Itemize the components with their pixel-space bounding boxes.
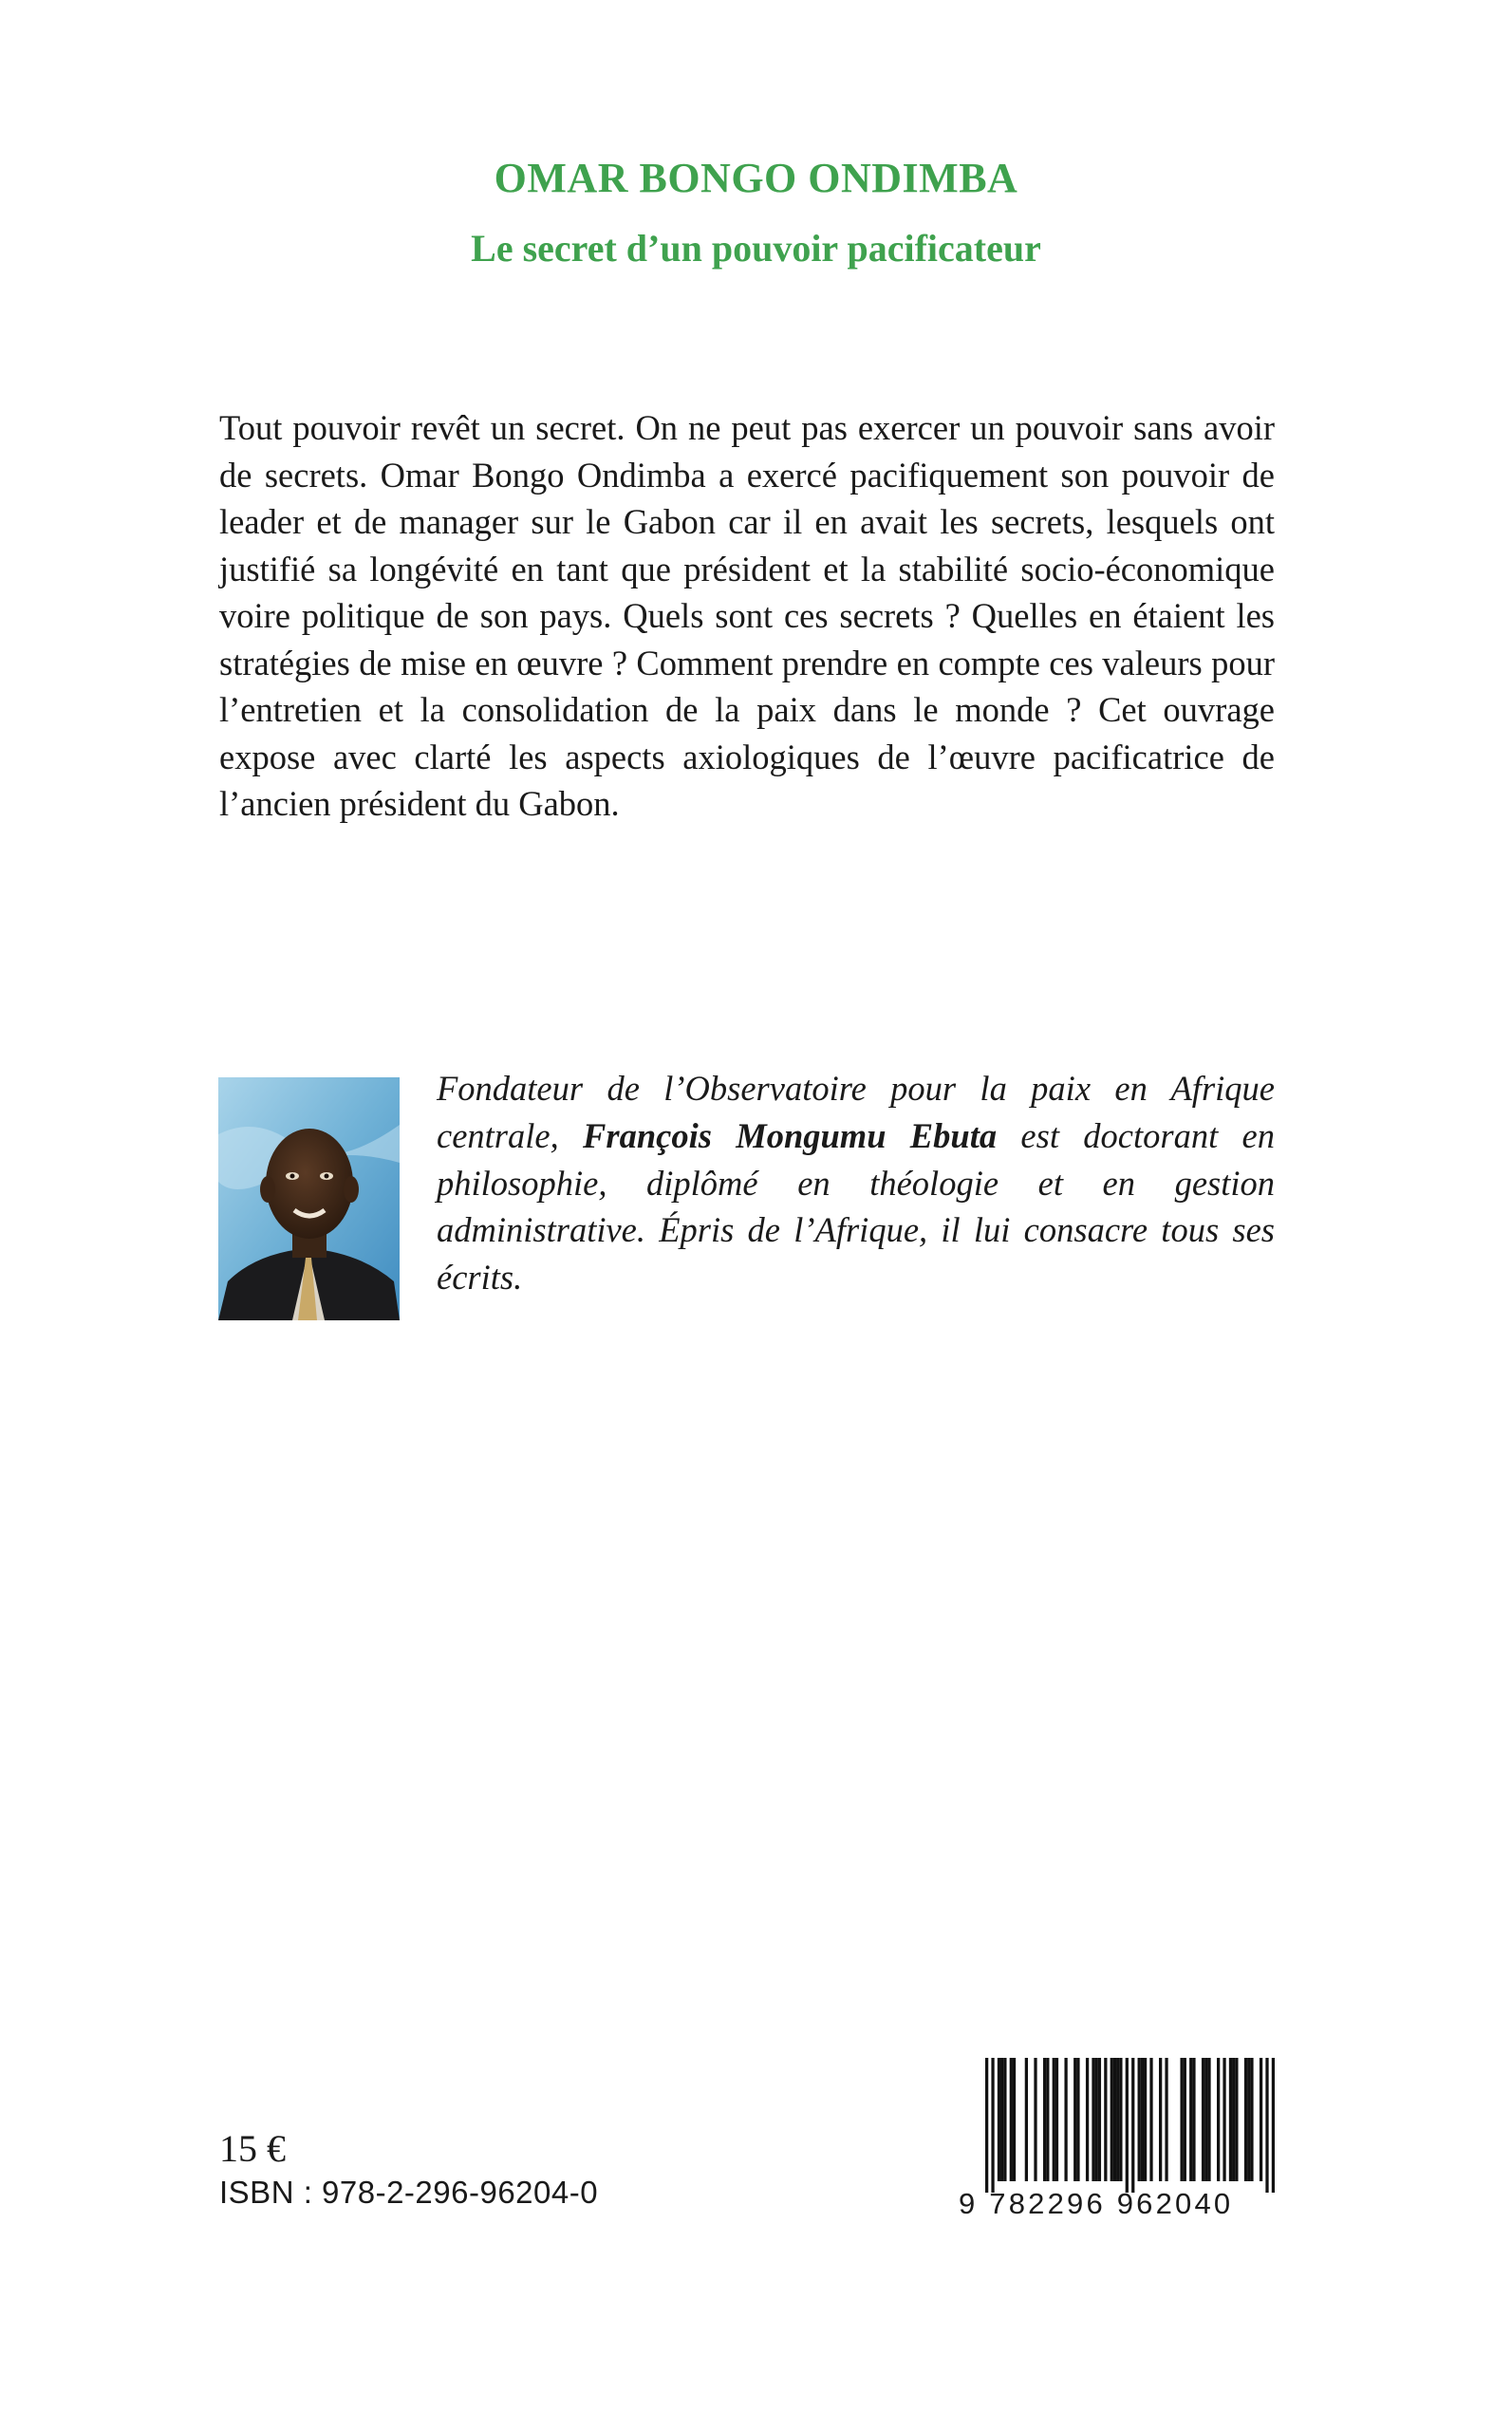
isbn: ISBN : 978-2-296-96204-0 xyxy=(219,2175,599,2210)
barcode-bar xyxy=(1217,2058,1220,2181)
barcode-bar xyxy=(985,2058,988,2193)
barcode-bar xyxy=(1207,2058,1210,2181)
barcode-bar xyxy=(1126,2058,1129,2193)
barcode-bar xyxy=(1149,2058,1152,2181)
barcode-bar xyxy=(1113,2058,1116,2181)
barcode-bar xyxy=(1265,2058,1268,2193)
barcode-bar xyxy=(1250,2058,1253,2181)
barcode-bar xyxy=(1034,2058,1036,2181)
barcode-bar xyxy=(1131,2058,1134,2193)
barcode-bar xyxy=(1098,2058,1101,2181)
barcode-bar xyxy=(1086,2058,1089,2181)
barcode-digits: 9 782296 962040 xyxy=(959,2187,1234,2220)
barcode-bar xyxy=(1192,2058,1195,2181)
barcode-bar xyxy=(1119,2058,1122,2181)
barcode-bar xyxy=(1141,2058,1144,2181)
price: 15 € xyxy=(219,2127,286,2170)
barcode-bar xyxy=(1095,2058,1098,2181)
barcode-bars xyxy=(985,2058,1275,2193)
barcode-bar xyxy=(1247,2058,1250,2181)
barcode-bar xyxy=(1025,2058,1028,2181)
barcode-bar xyxy=(1043,2058,1046,2181)
barcode-bar xyxy=(1073,2058,1076,2181)
barcode-bar xyxy=(1003,2058,1006,2181)
barcode-bar xyxy=(1202,2058,1204,2181)
barcode-bar xyxy=(1111,2058,1113,2181)
author-name: François Mongumu Ebuta xyxy=(583,1115,998,1155)
barcode-bar xyxy=(1184,2058,1186,2181)
barcode xyxy=(959,2058,1277,2221)
barcode-bar xyxy=(1244,2058,1247,2181)
barcode-bar xyxy=(991,2058,994,2193)
barcode-bar xyxy=(1260,2058,1262,2181)
barcode-bar xyxy=(1046,2058,1049,2181)
barcode-bar xyxy=(1116,2058,1119,2181)
barcode-bar xyxy=(1235,2058,1238,2181)
barcode-bar xyxy=(1013,2058,1016,2181)
barcode-bar xyxy=(1144,2058,1147,2181)
author-photo xyxy=(218,1077,400,1320)
barcode-bar xyxy=(1229,2058,1232,2181)
barcode-bar xyxy=(998,2058,1000,2181)
barcode-bar xyxy=(1092,2058,1094,2181)
book-title: OMAR BONGO ONDIMBA xyxy=(494,155,1018,201)
barcode-bar xyxy=(1010,2058,1013,2181)
barcode-bar xyxy=(1000,2058,1003,2181)
barcode-bar xyxy=(1138,2058,1141,2181)
barcode-bar xyxy=(1064,2058,1067,2181)
book-subtitle: Le secret d’un pouvoir pacificateur xyxy=(471,227,1041,270)
blurb-text: Tout pouvoir revêt un secret. On ne peut pas exercer un pouvoir sans avoir de secrets. Omar Bongo Ondimba a exercé pacifiquement son pouvoir de leader et de manager sur le Gabon car il en avait les secrets, lesquels ont justifié sa longévité en tant que président et la stabilité socio-économique voire politique de son pays. Quels sont ces secrets ? Quelles en étaient les stratégies de mise en œuvre ? Comment prendre en compte ces valeurs pour l’entretien et la consolidation de la paix dans le monde ? Cet ouvrage expose avec clarté les aspects axiologiques de l’œuvre pacificatrice de l’ancien président du Gabon. xyxy=(219,408,1275,823)
author-bio-intro: Fondateur de l’Observatoire pour la paix en Afrique centrale, xyxy=(437,1069,1275,1155)
barcode-bar xyxy=(1076,2058,1079,2181)
barcode-bar xyxy=(1223,2058,1225,2181)
barcode-bar xyxy=(1053,2058,1055,2181)
barcode-bar xyxy=(1232,2058,1235,2181)
barcode-bar xyxy=(1180,2058,1183,2181)
author-bio xyxy=(437,1065,1275,1301)
barcode-bar xyxy=(1189,2058,1192,2181)
barcode-bar xyxy=(1104,2058,1107,2181)
barcode-bar xyxy=(1055,2058,1058,2181)
barcode-bar xyxy=(1272,2058,1275,2193)
author-bio-rest: est doctorant en philosophie, diplômé en théologie et en gestion administrative. Épris de l’Afrique, il lui consacre tous ses écrits. xyxy=(437,1115,1275,1298)
barcode-bar xyxy=(1159,2058,1162,2181)
barcode-bar xyxy=(1204,2058,1207,2181)
barcode-bar xyxy=(1165,2058,1167,2181)
